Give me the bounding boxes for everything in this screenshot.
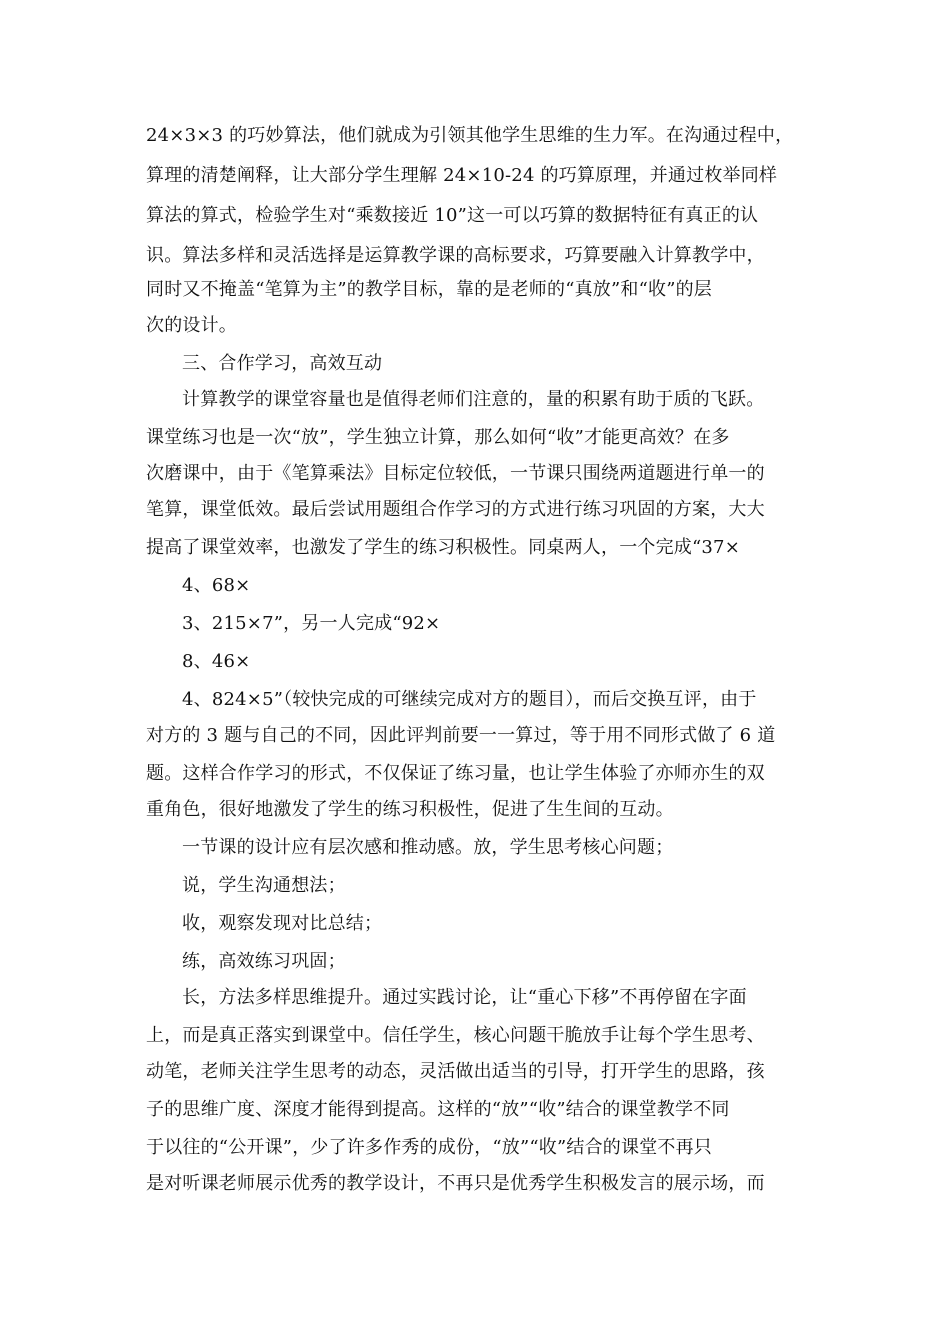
text-line: 长，方法多样思维提升。通过实践讨论，让“重心下移”不再停留在字面 [182, 987, 747, 1008]
text-line: 算法的算式，检验学生对“乘数接近 10”这一可以巧算的数据特征有真正的认 [146, 205, 759, 226]
text-line: 重角色，很好地激发了学生的练习积极性，促进了生生间的互动。 [146, 799, 674, 820]
text-line: 3、215×7”，另一人完成“92× [182, 613, 441, 634]
text-line: 题。这样合作学习的形式，不仅保证了练习量，也让学生体验了亦师亦生的双 [146, 763, 765, 784]
text-line: 课堂练习也是一次“放”，学生独立计算，那么如何“收”才能更高效？在多 [146, 427, 730, 448]
text-line: 同时又不掩盖“笔算为主”的教学目标，靠的是老师的“真放”和“收”的层 [146, 279, 713, 300]
text-line: 笔算，课堂低效。最后尝试用题组合作学习的方式进行练习巩固的方案，大大 [146, 499, 765, 520]
text-line: 是对听课老师展示优秀的教学设计，不再只是优秀学生积极发言的展示场，而 [146, 1173, 765, 1194]
text-line: 上，而是真正落实到课堂中。信任学生，核心问题干脆放手让每个学生思考、 [146, 1025, 765, 1046]
text-line: 动笔，老师关注学生思考的动态，灵活做出适当的引导，打开学生的思路，孩 [146, 1061, 765, 1082]
text-line: 子的思维广度、深度才能得到提高。这样的“放”“收”结合的课堂教学不同 [146, 1099, 730, 1120]
text-line: 提高了课堂效率，也激发了学生的练习积极性。同桌两人，一个完成“37× [146, 537, 740, 558]
text-line: 练，高效练习巩固； [182, 951, 346, 972]
text-line: 次的设计。 [146, 315, 237, 336]
text-line: 24×3×3 的巧妙算法，他们就成为引领其他学生思维的生力军。在沟通过程中， [146, 125, 794, 146]
text-line: 4、824×5”（较快完成的可继续完成对方的题目），而后交换互评，由于 [182, 689, 757, 710]
text-line: 4、68× [182, 575, 251, 596]
text-line: 计算教学的课堂容量也是值得老师们注意的，量的积累有助于质的飞跃。 [182, 389, 765, 410]
section-heading: 三、合作学习，高效互动 [182, 353, 383, 374]
text-line: 算理的清楚阐释，让大部分学生理解 24×10-24 的巧算原理，并通过枚举同样 [146, 165, 778, 186]
text-line: 对方的 3 题与自己的不同，因此评判前要一一算过，等于用不同形式做了 6 道 [146, 725, 776, 746]
text-line: 说，学生沟通想法； [182, 875, 346, 896]
text-line: 于以往的“公开课”，少了许多作秀的成份，“放”“收”结合的课堂不再只 [146, 1137, 713, 1158]
text-line: 收，观察发现对比总结； [182, 913, 383, 934]
text-line: 次磨课中，由于《笔算乘法》目标定位较低，一节课只围绕两道题进行单一的 [146, 463, 765, 484]
text-line: 一节课的设计应有层次感和推动感。放，学生思考核心问题； [182, 837, 674, 858]
text-line: 8、46× [182, 651, 251, 672]
text-line: 识。算法多样和灵活选择是运算教学课的高标要求，巧算要融入计算教学中， [146, 245, 765, 266]
